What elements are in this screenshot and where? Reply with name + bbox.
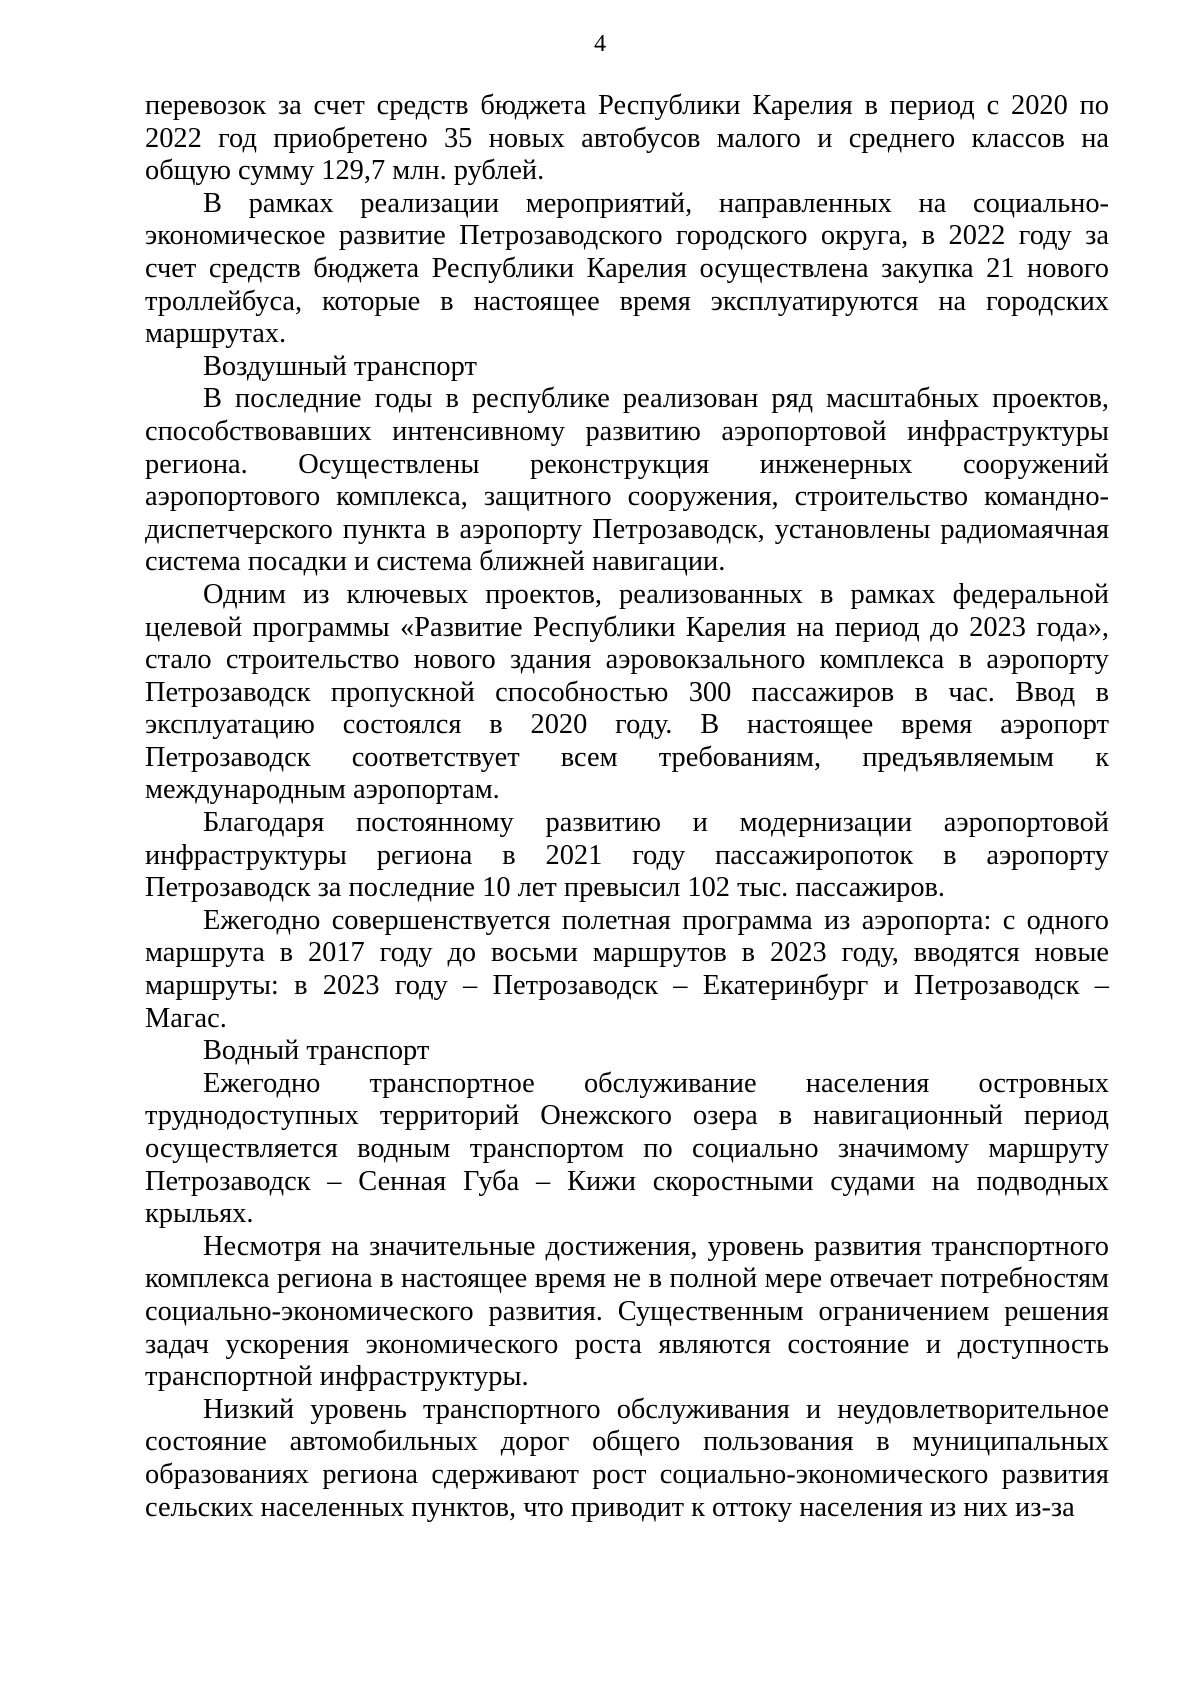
document-body <box>145 90 1109 1524</box>
paragraph-passenger-traffic: Благодаря постоянному развитию и модернизации аэропортовой инфраструктуры региона в 2021 году пассажиропоток в аэропорту Петрозаводск за последние 10 лет превысил 102 тыс. пассажиров. <box>145 807 1109 904</box>
page-number: 4 <box>594 31 606 57</box>
paragraph-water-routes: Ежегодно транспортное обслуживание населения островных труднодоступных территорий Онежского озера в навигационный период осуществляется водным транспортом по социально значимому маршруту Петрозаводск – Сенная Губа – Кижи скоростными судами на подводных крыльях. <box>145 1067 1109 1230</box>
paragraph-development-constraints: Несмотря на значительные достижения, уровень развития транспортного комплекса региона в настоящее время не в полной мере отвечает потребностям социально-экономического развития. Существенным ограничением решения задач ускорения экономического роста являются состояние и доступность транспортной инфраструктуры. <box>145 1230 1109 1393</box>
paragraph-flight-program: Ежегодно совершенствуется полетная программа из аэропорта: с одного маршрута в 2017 году до восьми маршрутов в 2023 году, вводятся новые маршруты: в 2023 году – Петрозаводск – Екатеринбург и Петрозаводск – Магас. <box>145 904 1109 1034</box>
paragraph-rural-roads: Низкий уровень транспортного обслуживания и неудовлетворительное состояние автомобильных дорог общего пользования в муниципальных образованиях региона сдерживают рост социально-экономического развития сельских населенных пунктов, что приводит к оттоку населения из них из-за <box>145 1393 1109 1523</box>
paragraph-trolleybus: В рамках реализации мероприятий, направленных на социально-экономическое развитие Петрозаводского городского округа, в 2022 году за счет средств бюджета Республики Карелия осуществлена закупка 21 нового троллейбуса, которые в настоящее время эксплуатируются на городских маршрутах. <box>145 187 1109 350</box>
paragraph-airport-projects: В последние годы в республике реализован ряд масштабных проектов, способствовавших интенсивному развитию аэропортовой инфраструктуры региона. Осуществлены реконструкция инженерных сооружений аэропортового комплекса, защитного сооружения, строительство командно-диспетчерского пункта в аэропорту Петрозаводск, установлены радиомаячная система посадки и система ближней навигации. <box>145 383 1109 578</box>
paragraph-continuation: перевозок за счет средств бюджета Республики Карелия в период с 2020 по 2022 год приобретено 35 новых автобусов малого и среднего классов на общую сумму 129,7 млн. рублей. <box>145 90 1109 187</box>
paragraph-terminal-construction: Одним из ключевых проектов, реализованных в рамках федеральной целевой программы «Развитие Республики Карелия на период до 2023 года», стало строительство нового здания аэровокзального комплекса в аэропорту Петрозаводск пропускной способностью 300 пассажиров в час. Ввод в эксплуатацию состоялся в 2020 году. В настоящее время аэропорт Петрозаводск соответствует всем требованиям, предъявляемым к международным аэропортам. <box>145 578 1109 806</box>
section-heading-air-transport: Воздушный транспорт <box>203 350 477 382</box>
section-heading-water-transport: Водный транспорт <box>203 1035 430 1067</box>
